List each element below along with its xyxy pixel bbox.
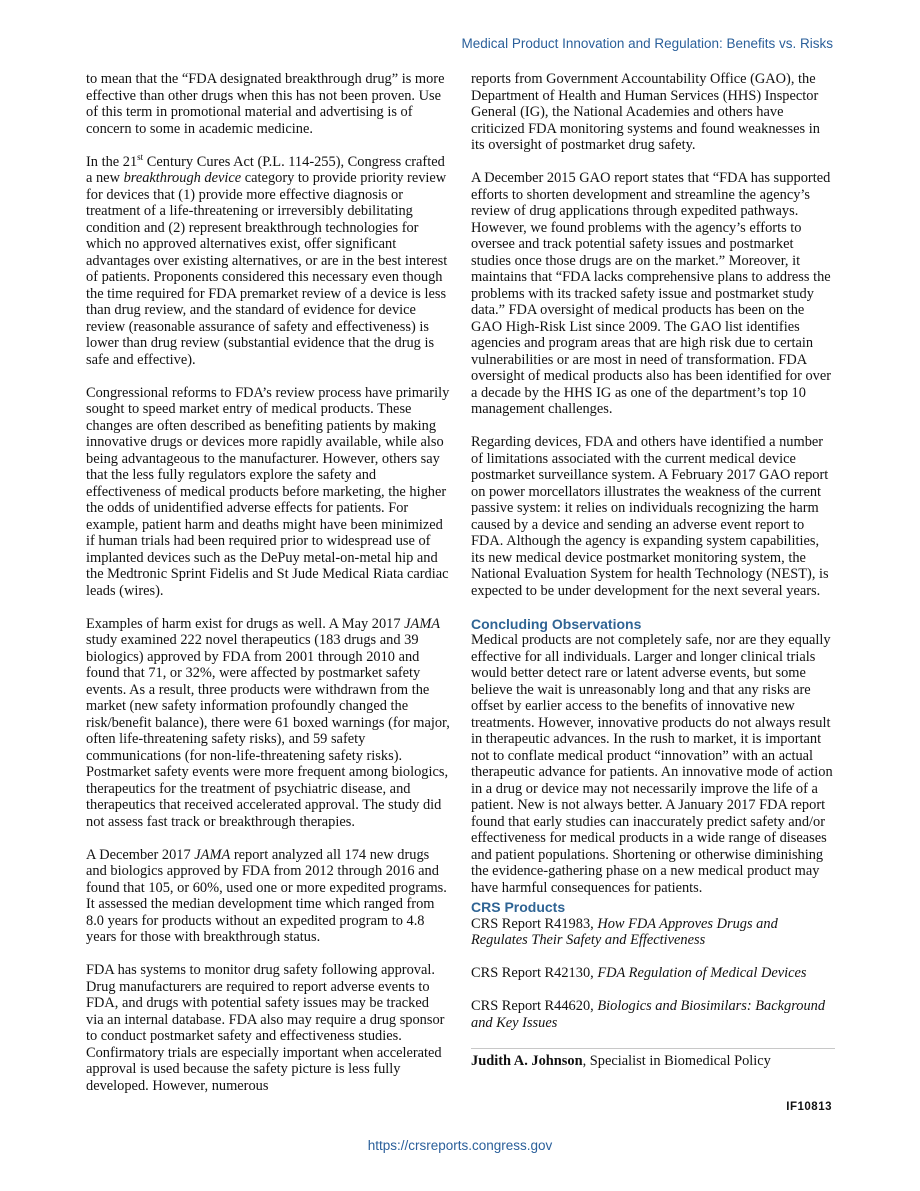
author-line [471,1053,835,1070]
report-code: IF10813 [786,1101,832,1113]
author-title: , Specialist in Biomedical Policy [582,1052,771,1069]
crs-product-item: CRS Report R42130, FDA Regulation of Medical Devices [471,965,807,981]
paragraph: A December 2015 GAO report states that “FDA has supported efforts to shorten development and streamline the agency’s review of drug applications through expedited pathways. However, we found problems with the agency’s efforts to oversee and track potential safety issues and postmarket studies once those drugs are on the market.” Moreover, it maintains that “FDA lacks comprehensive plans to address the problems with its tracked safety issue and postmarket study data.” FDA oversight of medical products has been on the GAO High-Risk List since 2009. The GAO list identifies agencies and program areas that are high risk due to certain vulnerabilities or are most in need of transformation. FDA oversight of medical products also has been identified for over a decade by the HHS IG as one of the department’s top 10 management challenges. [471,170,832,417]
divider [471,1048,835,1049]
paragraph: FDA has systems to monitor drug safety following approval. Drug manufacturers are required to report adverse events to FDA, and drugs with potential safety issues may be tracked via an internal database. FDA also may require a drug sponsor to conduct postmarket safety and effectiveness studies. Confirmatory trials are especially important when accelerated approval is used because the safety picture is less fully developed. However, numerous [86,962,445,1094]
crs-product-item: CRS Report R41983, How FDA Approves Drugs and Regulates Their Safety and Effectiveness [471,915,778,948]
crs-product-item: CRS Report R44620, Biologics and Biosimilars: Background and Key Issues [471,998,826,1031]
paragraph: A December 2017 JAMA report analyzed all 174 new drugs and biologics approved by FDA from 2012 through 2016 and found that 105, or 60%, used one or more expedited programs. It assessed the median development time which ranged from 8.0 years for products without an expedited program to 4.8 years for those with breakthrough status. [86,846,447,945]
paragraph: to mean that the “FDA designated breakthrough drug” is more effective than other drugs when this has not been proven. Use of this term in promotional material and advertising is of concern to some in academic medicine. [86,71,445,137]
running-header: Medical Product Innovation and Regulation: Benefits vs. Risks [461,36,833,51]
paragraph: In the 21st Century Cures Act (P.L. 114-255), Congress crafted a new breakthrough device category to provide priority review for devices that (1) provide more effective diagnosis or treatment of a life-threatening or irreversibly debilitating condition and (2) represent breakthrough technologies for which no approved alternatives exist, offer significant advantages over existing alternatives, or are in the best interest of patients. Proponents considered this necessary even though the time required for FDA premarket review of a device is less than drug review, and the standard of evidence for device review (reasonable assurance of safety and effectiveness) is lower than drug review (substantial evidence that the drug is safe and effective). [86,151,448,368]
paragraph: Examples of harm exist for drugs as well. A May 2017 JAMA study examined 222 novel therapeutics (183 drugs and 39 biologics) approved by FDA from 2001 through 2010 and found that 71, or 32%, were affected by postmarket safety events. As a result, three products were withdrawn from the market (new safety information profoundly changed the risk/benefit balance), there were 61 boxed warnings (for major, often life-threatening safety risks), and 59 safety communications (for non-life-threatening safety risks). Postmarket safety events were more frequent among biologics, therapeutics for the treatment of psychiatric disease, and therapeutics that received accelerated approval. The study did not assess fast track or breakthrough therapies. [86,615,450,830]
right-column [471,71,835,1086]
concluding-observations-heading: Concluding Observations [471,615,642,632]
left-column [86,71,450,1111]
paragraph: reports from Government Accountability Office (GAO), the Department of Health and Human Services (HHS) Inspector General (IG), the National Academies and others have criticized FDA monitoring systems and found weaknesses in its oversight of postmarket drug safety. [471,71,820,153]
paragraph: Medical products are not completely safe, nor are they equally effective for all individuals. Larger and longer clinical trials would better detect rare or latent adverse events, but some believe the wait is unreasonably long and that any risks are offset by earlier access to the benefits of innovative new treatments. However, innovative products do not always result in therapeutic advances. In the rush to market, it is important not to conflate medical product “innovation” with an actual therapeutic advance for patients. An innovative mode of action in a drug or device may not necessarily improve the life of a patient. New is not always better. A January 2017 FDA report found that early studies can inaccurately predict safety and/or effectiveness for medical products in a wide range of diseases and patient populations. Shortening or otherwise diminishing the evidence-gathering phase on a new medical product may have harmful consequences for patients. [471,632,833,896]
paragraph: Congressional reforms to FDA’s review process have primarily sought to speed market entry of medical products. These changes are often described as benefiting patients by making innovative drugs or devices more rapidly available, while also being advantageous to the manufacturer. However, others say that the less fully regulators explore the safety and effectiveness of medical products before marketing, the higher the odds of unidentified adverse effects for patients. For example, patient harm and deaths might have been minimized if human trials had been required prior to widespread use of implanted devices such as the DePuy metal-on-metal hip and the Medtronic Sprint Fidelis and St Jude Medical Riata cardiac leads (wires). [86,384,450,599]
crs-products-heading: CRS Products [471,899,566,915]
paragraph: Regarding devices, FDA and others have identified a number of limitations associated with the current medical device postmarket surveillance system. A February 2017 GAO report on power morcellators illustrates the weakness of the current passive system: it relies on individuals recognizing the harm caused by a device and sending an adverse event report to FDA. Although the agency is expanding system capabilities, its new medical device postmarket monitoring system, the National Evaluation System for health Technology (NEST), is expected to be under development for the next several years. [471,434,829,599]
footer-url[interactable]: https://crsreports.congress.gov [367,1138,553,1153]
author-name: Judith A. Johnson [471,1052,583,1069]
